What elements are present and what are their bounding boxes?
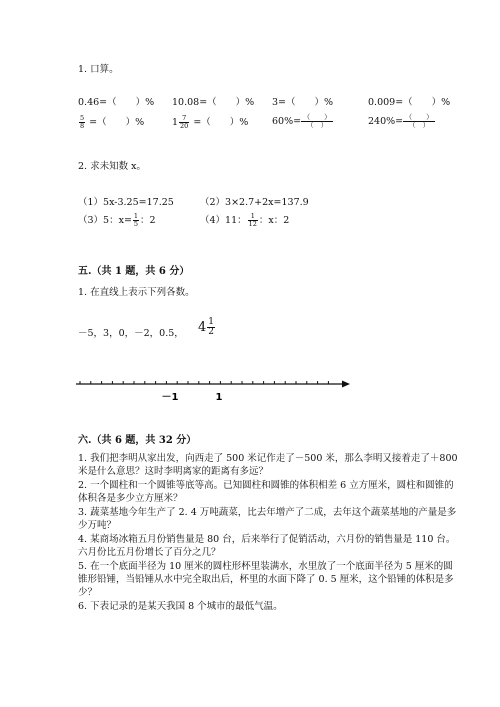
section-5-question-1: 1. 在直线上表示下列各数。 (78, 287, 195, 298)
word-problem-6: 6. 下表记录的是某天我国 8 个城市的最低气温。 (78, 601, 283, 612)
mixed-number: 4 $\frac{1}{2}$ (198, 317, 215, 337)
equation-2: （2）3×2.7+2x=137.9 (200, 197, 309, 208)
oral-calc-1: 0.46=（ ）% (78, 97, 155, 108)
fraction: $\frac{1}{12}$ (248, 212, 257, 228)
equation-1: （1）5x-3.25=17.25 (78, 197, 174, 208)
number-line (74, 374, 354, 402)
section-6-heading: 六.（共 6 题，共 32 分） (78, 435, 197, 446)
oral-calc-2: 10.08=（ ）% (172, 97, 255, 108)
oral-calc-7: 60%= $\frac{( )}{( )}$ (272, 113, 332, 129)
equation-3: （3）5：x= $\frac{1}{5}$ ：2 (78, 212, 156, 228)
fraction: $\frac{5}{8}$ (80, 114, 85, 130)
word-problem-3: 3. 蔬菜基地今年生产了 2. 4 万吨蔬菜，比去年增产了二成，去年这个蔬菜基地的产量是多少万吨？ (78, 507, 457, 531)
question-2-label: 2. 求未知数 x。 (78, 161, 146, 172)
number-line-arrow (342, 381, 350, 388)
oral-calc-8: 240%= $\frac{( )}{( )}$ (368, 113, 434, 129)
blank-fraction: $\frac{( )}{( )}$ (303, 113, 332, 129)
section-5-heading: 五.（共 1 题，共 6 分） (78, 266, 190, 277)
oral-calc-4: 0.009=（ ）% (368, 97, 451, 108)
fraction: $\frac{1}{5}$ (133, 212, 139, 228)
fraction: $\frac{7}{20}$ (180, 114, 189, 130)
blank-fraction: $\frac{( )}{( )}$ (405, 113, 434, 129)
equation-4: （4）11： $\frac{1}{12}$ ：x：2 (200, 212, 290, 228)
word-problem-4: 4. 某商场冰箱五月份销售量是 80 台，后来举行了促销活动，六月份的销售量是 110 台。六月份比五月份增长了百分之几？ (78, 534, 456, 558)
tick-label-1: 1 (215, 392, 223, 402)
question-1-label: 1. 口算。 (78, 64, 119, 75)
word-problem-5: 5. 在一个底面半径为 10 厘米的圆柱形杯里装满水，水里放了一个底面半径为 5 厘米的圆锥形铅锤，当铅锤从水中完全取出后，杯里的水面下降了 0. 5 厘米，这个铅锤的体积是多少？ (78, 561, 454, 598)
oral-calc-3: 3=（ ）% (272, 97, 334, 108)
oral-calc-5: $\frac{5}{8}$ =（ ）% (80, 114, 145, 130)
word-problem-2: 2. 一个圆柱和一个圆锥等底等高。已知圆柱和圆锥的体积相差 6 立方厘米，圆柱和圆锥的体积各是多少立方厘米？ (78, 480, 454, 504)
number-list: －5，3，0，－2，0.5， (78, 328, 184, 339)
tick-label-minus-1: －1 (161, 392, 179, 402)
oral-calc-6: 1 $\frac{7}{20}$ =（ ）% (172, 114, 249, 130)
word-problem-1: 1. 我们把李明从家出发，向西走了 500 米记作走了－500 米，那么李明又接着走了＋800 米是什么意思？这时李明离家的距离有多远？ (78, 453, 458, 477)
